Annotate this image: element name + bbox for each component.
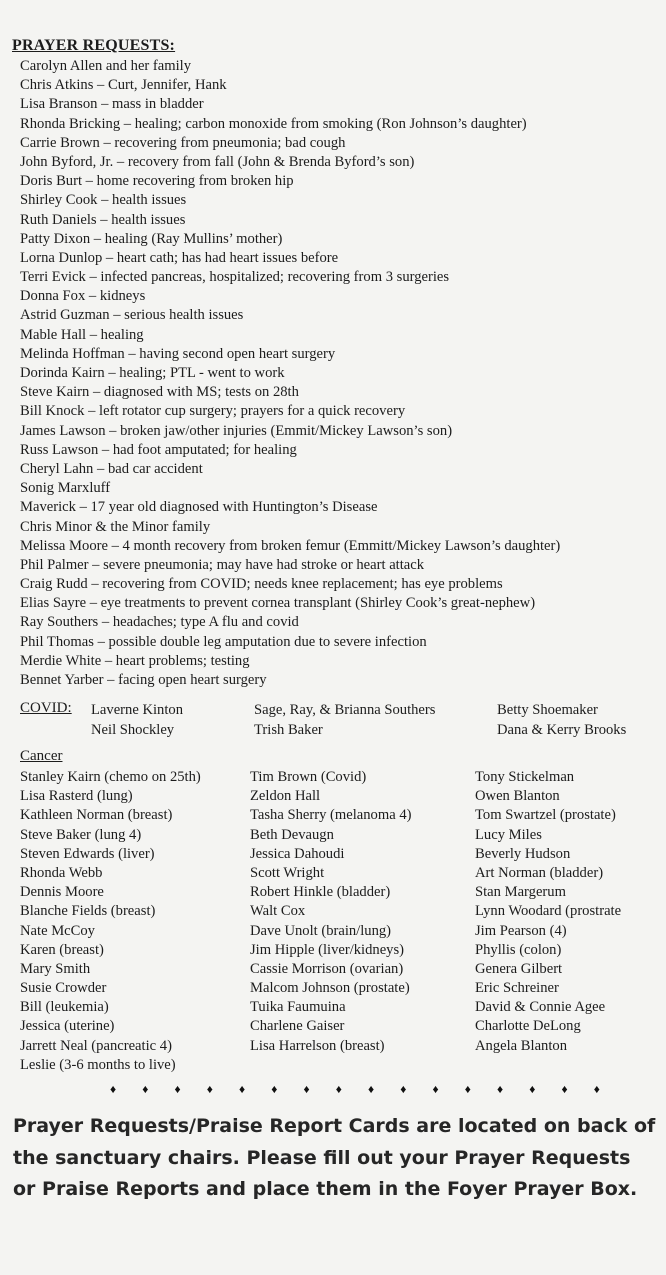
prayer-request-item: Melinda Hoffman – having second open heart surgery [20, 345, 336, 362]
cancer-name: Beverly Hudson [475, 845, 571, 862]
prayer-request-item: Mable Hall – healing [20, 326, 144, 343]
prayer-request-item: Donna Fox – kidneys [20, 288, 146, 305]
diamond-bullet-icon: ♦ [239, 1082, 246, 1096]
cancer-name: Beth Devaugn [250, 826, 334, 843]
prayer-request-item: Terri Evick – infected pancreas, hospitalized; recovering from 3 surgeries [20, 269, 450, 286]
diamond-bullet-icon: ♦ [271, 1082, 278, 1096]
prayer-request-item: Chris Atkins – Curt, Jennifer, Hank [20, 77, 227, 94]
prayer-request-item: Bill Knock – left rotator cup surgery; prayers for a quick recovery [20, 403, 406, 420]
cancer-name: Charlotte DeLong [475, 1018, 581, 1035]
cancer-name: Cassie Morrison (ovarian) [250, 960, 404, 977]
cancer-name: Eric Schreiner [475, 980, 559, 997]
cancer-name: Tasha Sherry (melanoma 4) [250, 807, 412, 824]
cancer-name: Tom Swartzel (prostate) [475, 807, 616, 824]
cancer-name: Lisa Rasterd (lung) [20, 788, 133, 805]
prayer-request-item: Merdie White – heart problems; testing [20, 652, 250, 669]
cancer-name: Dave Unolt (brain/lung) [250, 922, 392, 939]
covid-column-1 [91, 700, 183, 740]
diamond-bullet-icon: ♦ [335, 1082, 342, 1096]
diamond-bullet-icon: ♦ [206, 1082, 213, 1096]
prayer-request-item: Dorinda Kairn – healing; PTL - went to work [20, 365, 285, 381]
cancer-name: Blanche Fields (breast) [20, 903, 156, 920]
prayer-request-item: Bennet Yarber – facing open heart surgery [20, 672, 267, 688]
cancer-name: David & Connie Agee [475, 999, 606, 1016]
prayer-request-item: Steve Kairn – diagnosed with MS; tests on 28th [20, 384, 299, 401]
prayer-request-item: Craig Rudd – recovering from COVID; needs knee replacement; has eye problems [20, 576, 503, 593]
diamond-bullet-icon: ♦ [529, 1082, 536, 1096]
prayer-request-item: Cheryl Lahn – bad car accident [20, 460, 203, 477]
cancer-name: Bill (leukemia) [20, 999, 109, 1016]
cancer-column-2 [250, 768, 411, 1056]
cancer-name: Owen Blanton [475, 788, 560, 805]
cancer-name: Susie Crowder [20, 980, 107, 997]
covid-name: Laverne Kinton [91, 702, 183, 718]
diamond-bullet-icon: ♦ [432, 1082, 439, 1096]
covid-name: Betty Shoemaker [497, 702, 598, 718]
prayer-request-item: Phil Thomas – possible double leg amputation due to severe infection [20, 633, 427, 650]
prayer-requests-heading: PRAYER REQUESTS: [12, 37, 176, 54]
covid-name: Sage, Ray, & Brianna Southers [254, 702, 436, 718]
prayer-request-item: Maverick – 17 year old diagnosed with Huntington’s Disease [20, 499, 378, 516]
cancer-name: Jim Hipple (liver/kidneys) [250, 941, 405, 958]
cancer-name: Phyllis (colon) [475, 941, 562, 958]
covid-name: Dana & Kerry Brooks [497, 722, 627, 738]
cancer-name: Kathleen Norman (breast) [20, 807, 173, 824]
prayer-request-item: Ray Southers – headaches; type A flu and covid [20, 614, 299, 631]
prayer-request-item: Astrid Guzman – serious health issues [20, 307, 244, 324]
prayer-request-item: Phil Palmer – severe pneumonia; may have had stroke or heart attack [20, 556, 425, 573]
cancer-label: Cancer [20, 748, 63, 764]
cancer-name: Jessica Dahoudi [250, 845, 345, 862]
diamond-bullet-icon: ♦ [174, 1082, 181, 1096]
prayer-request-item: Rhonda Bricking – healing; carbon monoxide from smoking (Ron Johnson’s daughter) [20, 115, 527, 132]
diamond-bullet-icon: ♦ [593, 1082, 600, 1096]
prayer-request-item: Shirley Cook – health issues [20, 192, 187, 209]
cancer-name: Dennis Moore [20, 884, 104, 901]
cancer-name: Art Norman (bladder) [475, 864, 604, 881]
cancer-name: Tim Brown (Covid) [250, 769, 367, 785]
cancer-name: Karen (breast) [20, 941, 104, 958]
diamond-bullet-icon: ♦ [142, 1082, 149, 1096]
cancer-name: Tuika Faumuina [250, 999, 346, 1016]
cancer-name: Steven Edwards (liver) [20, 845, 155, 862]
cancer-name: Mary Smith [20, 960, 91, 977]
prayer-request-item: Melissa Moore – 4 month recovery from broken femur (Emmitt/Mickey Lawson’s daughter) [20, 537, 561, 554]
prayer-request-item: Patty Dixon – healing (Ray Mullins’ mother) [20, 230, 283, 247]
cancer-name: Scott Wright [250, 864, 325, 881]
prayer-request-item: Lorna Dunlop – heart cath; has had heart issues before [20, 249, 339, 266]
prayer-request-item: Carrie Brown – recovering from pneumonia; bad cough [20, 134, 346, 151]
cancer-name: Angela Blanton [475, 1037, 568, 1054]
diamond-bullet-icon: ♦ [400, 1082, 407, 1096]
prayer-request-item: Carolyn Allen and her family [20, 58, 192, 74]
cancer-name: Charlene Gaiser [250, 1018, 345, 1035]
prayer-request-item: Doris Burt – home recovering from broken hip [20, 173, 294, 190]
cancer-name: Genera Gilbert [475, 960, 563, 977]
prayer-request-list [20, 57, 560, 690]
prayer-request-item: Ruth Daniels – health issues [20, 211, 186, 228]
cancer-name: Steve Baker (lung 4) [20, 826, 142, 843]
covid-column-3 [497, 700, 626, 740]
prayer-request-item: Russ Lawson – had foot amputated; for healing [20, 441, 297, 458]
covid-column-2 [254, 700, 435, 740]
prayer-request-item: Sonig Marxluff [20, 480, 111, 497]
cancer-name: Walt Cox [250, 903, 306, 920]
cancer-name: Malcom Johnson (prostate) [250, 980, 410, 997]
cancer-name: Jim Pearson (4) [475, 922, 567, 939]
covid-label: COVID: [20, 700, 72, 716]
covid-name: Trish Baker [254, 722, 323, 738]
cancer-name: Zeldon Hall [250, 788, 321, 805]
prayer-request-item: James Lawson – broken jaw/other injuries (Emmit/Mickey Lawson’s son) [20, 422, 453, 439]
cancer-name: Stanley Kairn (chemo on 25th) [20, 769, 201, 785]
diamond-bullet-icon: ♦ [464, 1082, 471, 1096]
prayer-request-item: Chris Minor & the Minor family [20, 518, 211, 535]
cancer-column-3 [475, 768, 621, 1056]
cancer-name: Robert Hinkle (bladder) [250, 884, 391, 901]
diamond-bullet-icon: ♦ [561, 1082, 568, 1096]
cancer-name: Lynn Woodard (prostrate [475, 903, 622, 920]
cancer-name: Lucy Miles [475, 826, 542, 843]
diamond-bullet-icon: ♦ [303, 1082, 310, 1096]
diamond-separator [110, 1082, 600, 1097]
cancer-name: Leslie (3-6 months to live) [20, 1056, 176, 1073]
cancer-name: Jessica (uterine) [20, 1018, 115, 1035]
prayer-request-item: Elias Sayre – eye treatments to prevent cornea transplant (Shirley Cook’s great-nephew) [20, 595, 536, 612]
diamond-bullet-icon: ♦ [368, 1082, 375, 1096]
diamond-bullet-icon: ♦ [110, 1082, 117, 1096]
cancer-name: Tony Stickelman [475, 769, 575, 785]
cancer-column-1 [20, 768, 201, 1075]
cancer-name: Nate McCoy [20, 922, 95, 939]
prayer-request-item: John Byford, Jr. – recovery from fall (John & Brenda Byford’s son) [20, 153, 415, 170]
cancer-name: Rhonda Webb [20, 864, 103, 881]
covid-name: Neil Shockley [91, 722, 175, 738]
diamond-bullet-icon: ♦ [497, 1082, 504, 1096]
cancer-name: Lisa Harrelson (breast) [250, 1037, 385, 1054]
cancer-name: Stan Margerum [475, 884, 566, 901]
prayer-request-item: Lisa Branson – mass in bladder [20, 96, 204, 113]
cancer-name: Jarrett Neal (pancreatic 4) [20, 1037, 172, 1054]
footer-notice: Prayer Requests/Praise Report Cards are located on back of the sanctuary chairs. Please fill out your Prayer Requests or Praise Reports and place them in the Foyer Prayer Box. [13, 1115, 656, 1200]
